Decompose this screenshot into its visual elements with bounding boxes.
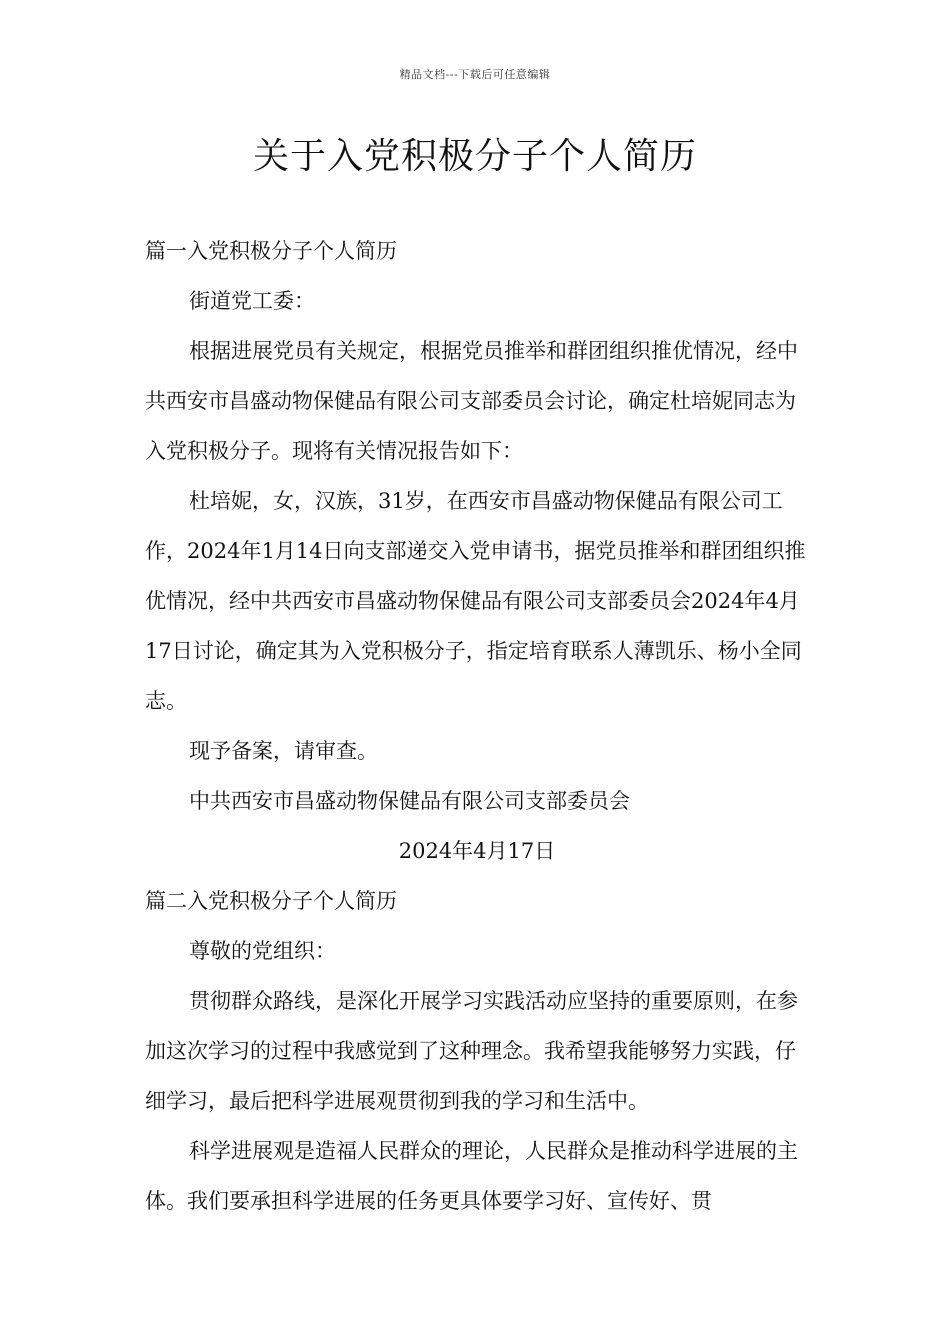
section2-paragraph-1: 贯彻群众路线，是深化开展学习实践活动应坚持的重要原则，在参加这次学习的过程中我感觉到了这种理念。我希望我能够努力实践，仔细学习，最后把科学进展观贯彻到我的学习和生活中。	[145, 989, 798, 1113]
section2-heading: 篇二入党积极分子个人简历	[145, 889, 397, 913]
section1-date: 2024年4月17日	[398, 839, 556, 863]
section1-signature: 中共西安市昌盛动物保健品有限公司支部委员会	[189, 789, 630, 813]
section1-paragraph-1: 根据进展党员有关规定，根据党员推举和群团组织推优情况，经中共西安市昌盛动物保健品有限公司支部委员会讨论，确定杜培妮同志为入党积极分子。现将有关情况报告如下：	[145, 339, 798, 463]
section1-salutation: 街道党工委：	[189, 289, 315, 313]
header-note: 精品文档---下载后可任意编辑	[399, 68, 551, 81]
section1-paragraph-2: 杜培妮，女，汉族，31岁，在西安市昌盛动物保健品有限公司工作，2024年1月14日向支部递交入党申请书，据党员推举和群团组织推优情况，经中共西安市昌盛动物保健品有限公司支部委员会2024年4月17日讨论，确定其为入党积极分子，指定培育联系人薄凯乐、杨小全同志。	[145, 489, 806, 713]
section1-paragraph-3: 现予备案，请审查。	[189, 739, 378, 763]
document-title: 关于入党积极分子个人简历	[252, 136, 697, 177]
section2-salutation: 尊敬的党组织：	[189, 939, 336, 963]
document-body	[145, 226, 809, 1226]
section2-paragraph-2: 科学进展观是造福人民群众的理论，人民群众是推动科学进展的主体。我们要承担科学进展的任务更具体要学习好、宣传好、贯	[145, 1139, 798, 1213]
section1-heading: 篇一入党积极分子个人简历	[145, 239, 397, 263]
